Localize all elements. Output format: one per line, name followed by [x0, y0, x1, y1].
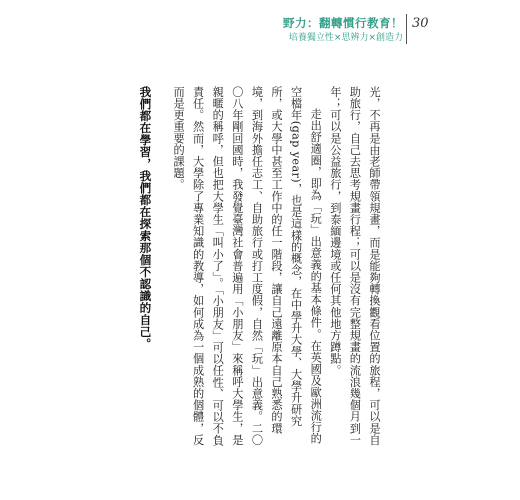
book-title: 野力：翻轉慣行教育！ [283, 16, 403, 30]
page-number: 30 [412, 16, 429, 31]
paragraph-3-emphasis: 我們都在學習，我們都在探索那個不認識的自己。 [138, 86, 153, 350]
paragraph-2: 走出舒適圈，即為「玩」出意義的基本條件。在英國及歐洲流行的空檔年(gap year)，也是這樣的概念，在中學升大學、大學升研究所，或大學中甚至工作中的任一階段，讓自己遠離原本自己熟悉的環境，到海外擔任志工、自助旅行或打工度假，自然「玩」出意義。二〇〇八年剛回國時，我發覺臺灣社會普遍用「小朋友」來稱呼大學生，是親暱的稱呼，但也把大學生「叫小了」。「小朋友」可以任性、可以不負責任。然而，大學除了專業知識的教導，如何成為一個成熟的個體，反而是更重要的課題。 [172, 86, 323, 446]
header-divider [406, 14, 407, 44]
body-text [135, 86, 384, 446]
book-subtitle: 培養獨立性×思辨力×創造力 [288, 33, 403, 43]
paragraph-spacer [154, 86, 168, 446]
paragraph-1: 光，不再是由老師帶領規畫，而是能夠轉換觀看位置的旅程，可以是自助旅行，自己去思考規畫行程；可以是沒有完整規畫的流浪幾個月到一年；可以是公益旅行，到泰緬邊境或任何其他地方蹲點。 [328, 86, 381, 446]
running-header [283, 16, 403, 45]
